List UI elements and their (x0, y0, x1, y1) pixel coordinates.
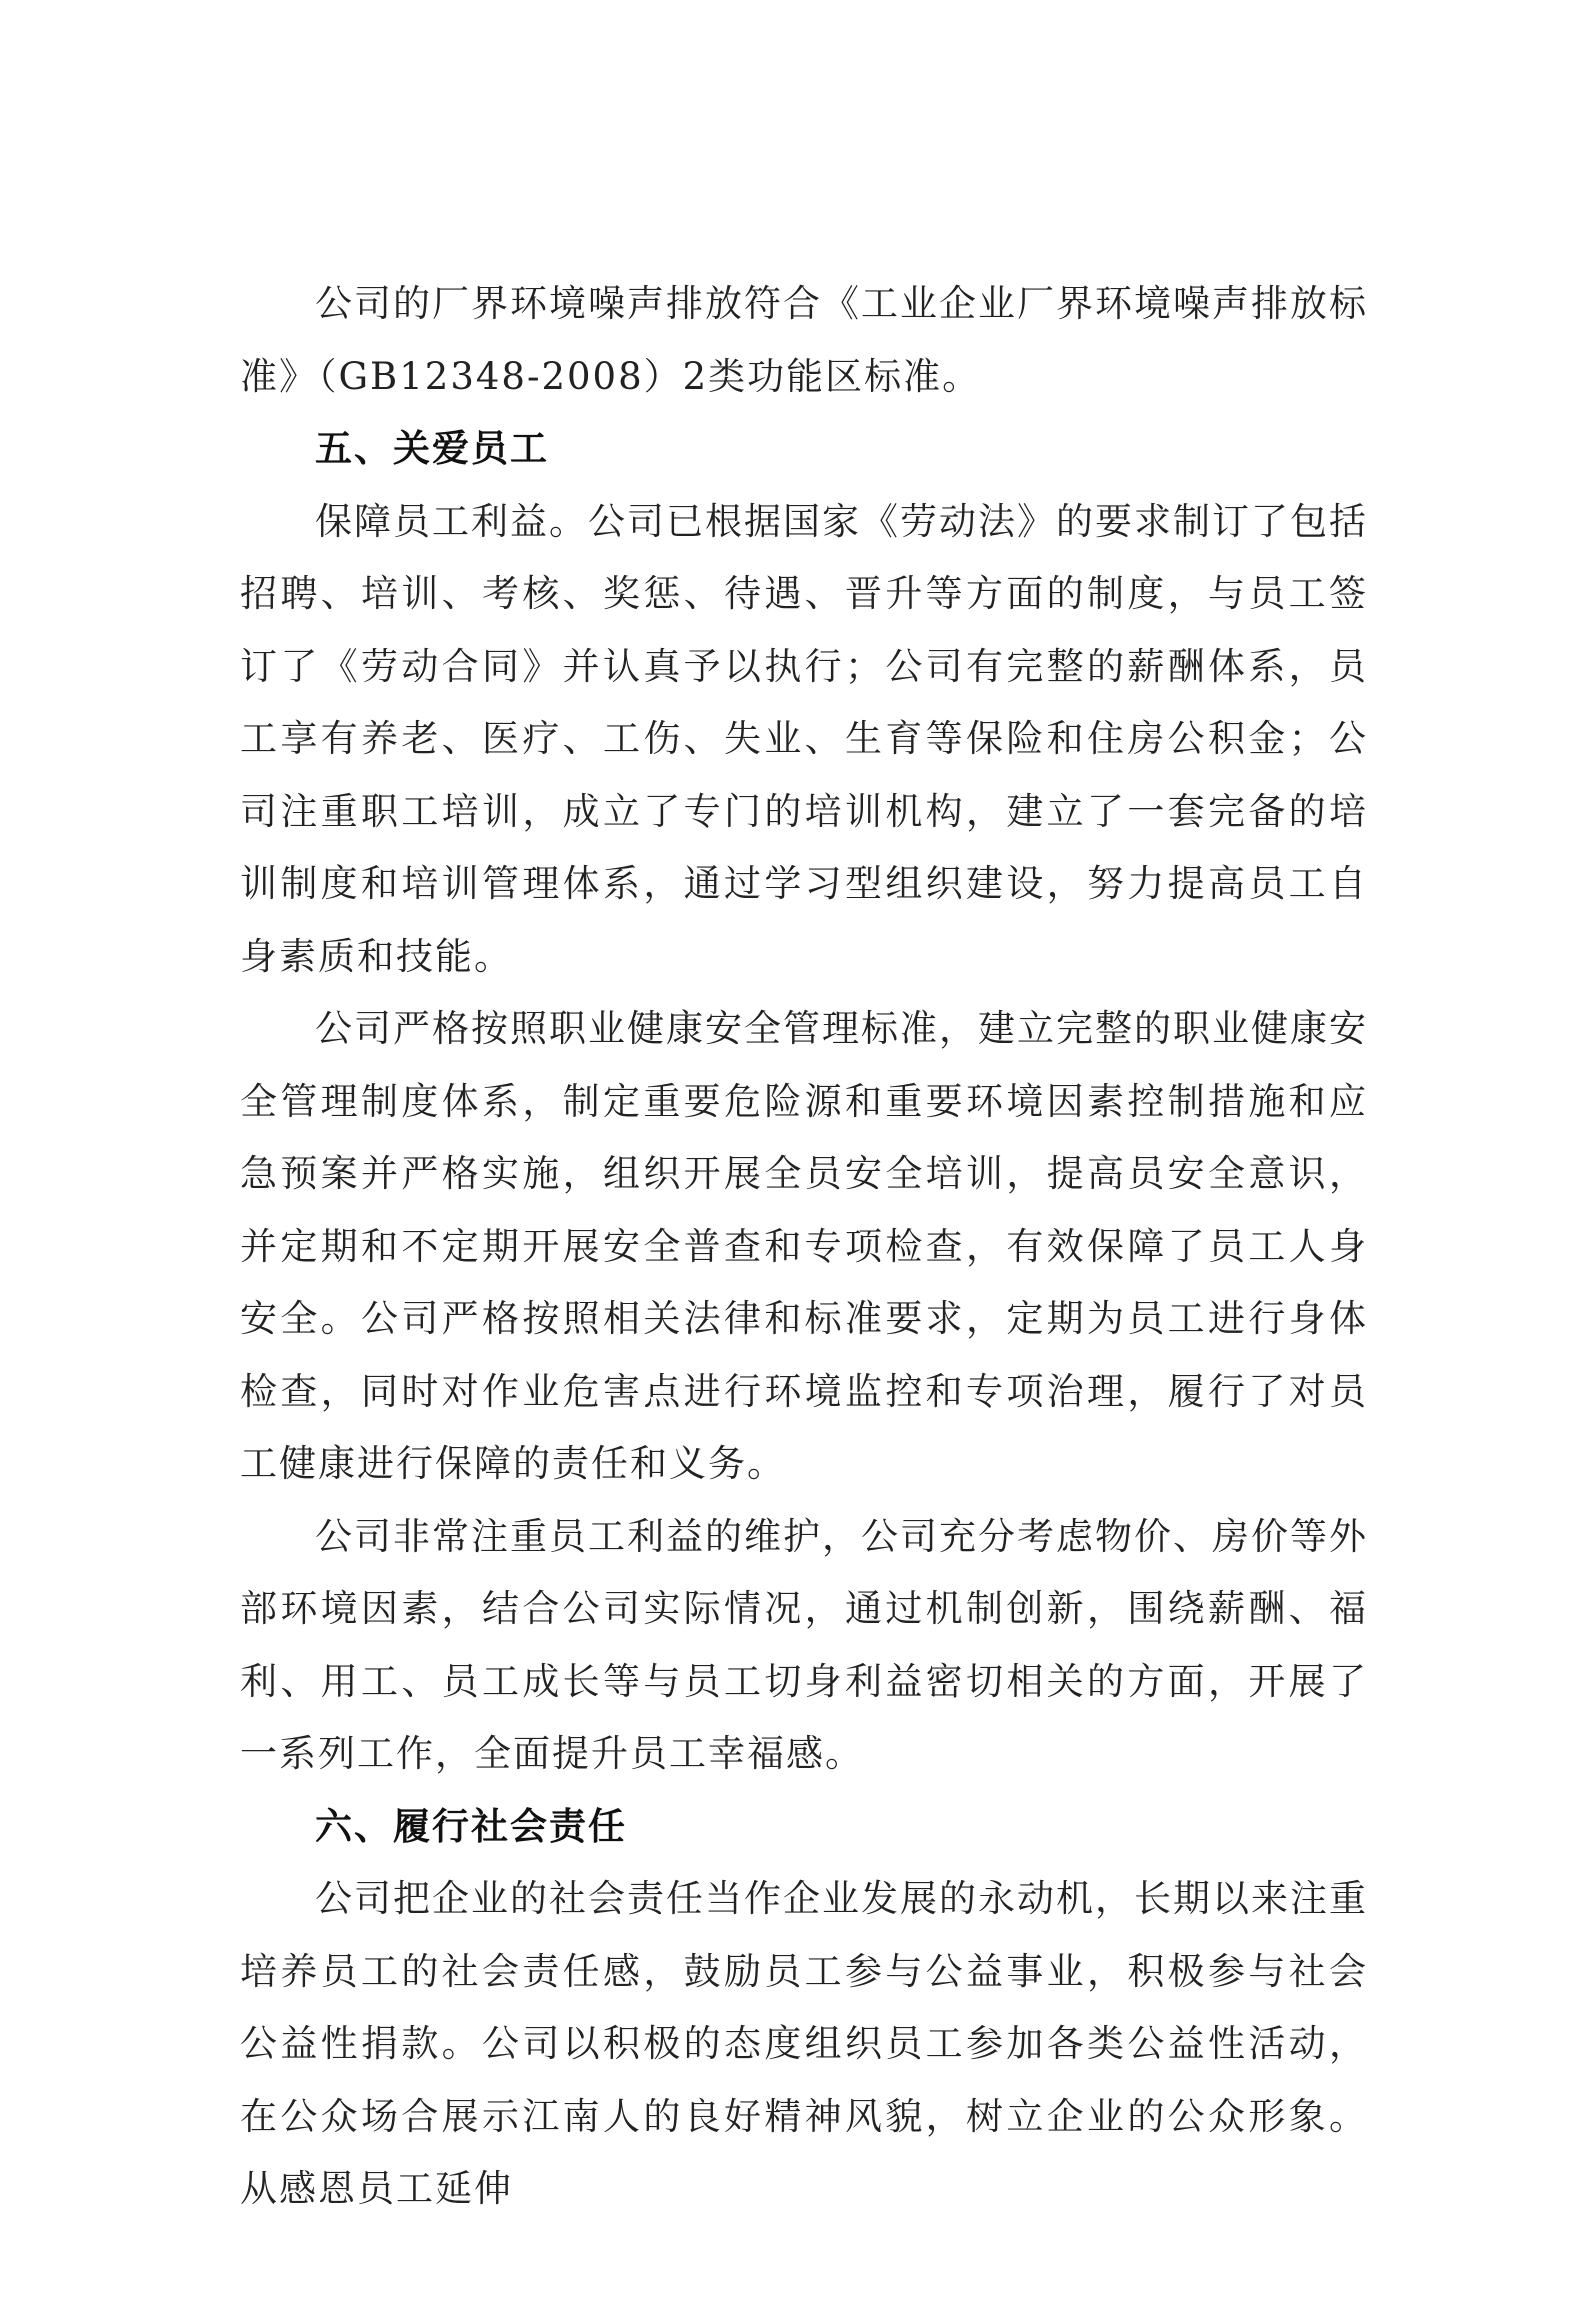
section-heading-care-employees: 五、关爱员工 (315, 427, 549, 470)
paragraph-noise-standard: 公司的厂界环境噪声排放符合《工业企业厂界环境噪声排放标准》（GB12348-2008）2类功能区标准。 (240, 282, 1368, 398)
paragraph-occupational-safety: 公司严格按照职业健康安全管理标准，建立完整的职业健康安全管理制度体系，制定重要危险源和重要环境因素控制措施和应急预案并严格实施，组织开展全员安全培训，提高员安全意识，并定期和不定期开展安全普查和专项检查，有效保障了员工人身安全。公司严格按照相关法律和标准要求，定期为员工进行身体检查，同时对作业危害点进行环境监控和专项治理，履行了对员工健康进行保障的责任和义务。 (240, 1007, 1368, 1485)
paragraph-social-responsibility: 公司把企业的社会责任当作企业发展的永动机，长期以来注重培养员工的社会责任感，鼓励员工参与公益事业，积极参与社会公益性捐款。公司以积极的态度组织员工参加各类公益性活动，在公众场合展示江南人的良好精神风貌，树立企业的公众形象。从感恩员工延伸 (240, 1877, 1368, 2210)
document-body (240, 268, 1368, 2226)
paragraph-employee-benefits: 保障员工利益。公司已根据国家《劳动法》的要求制订了包括招聘、培训、考核、奖惩、待遇、晋升等方面的制度，与员工签订了《劳动合同》并认真予以执行；公司有完整的薪酬体系，员工享有养老、医疗、工伤、失业、生育等保险和住房公积金；公司注重职工培训，成立了专门的培训机构，建立了一套完备的培训制度和培训管理体系，通过学习型组织建设，努力提高员工自身素质和技能。 (240, 499, 1368, 978)
section-heading-social-responsibility: 六、履行社会责任 (315, 1804, 627, 1848)
paragraph-employee-interests: 公司非常注重员工利益的维护，公司充分考虑物价、房价等外部环境因素，结合公司实际情况，通过机制创新，围绕薪酬、福利、用工、员工成长等与员工切身利益密切相关的方面，开展了一系列工作，全面提升员工幸福感。 (240, 1514, 1368, 1775)
